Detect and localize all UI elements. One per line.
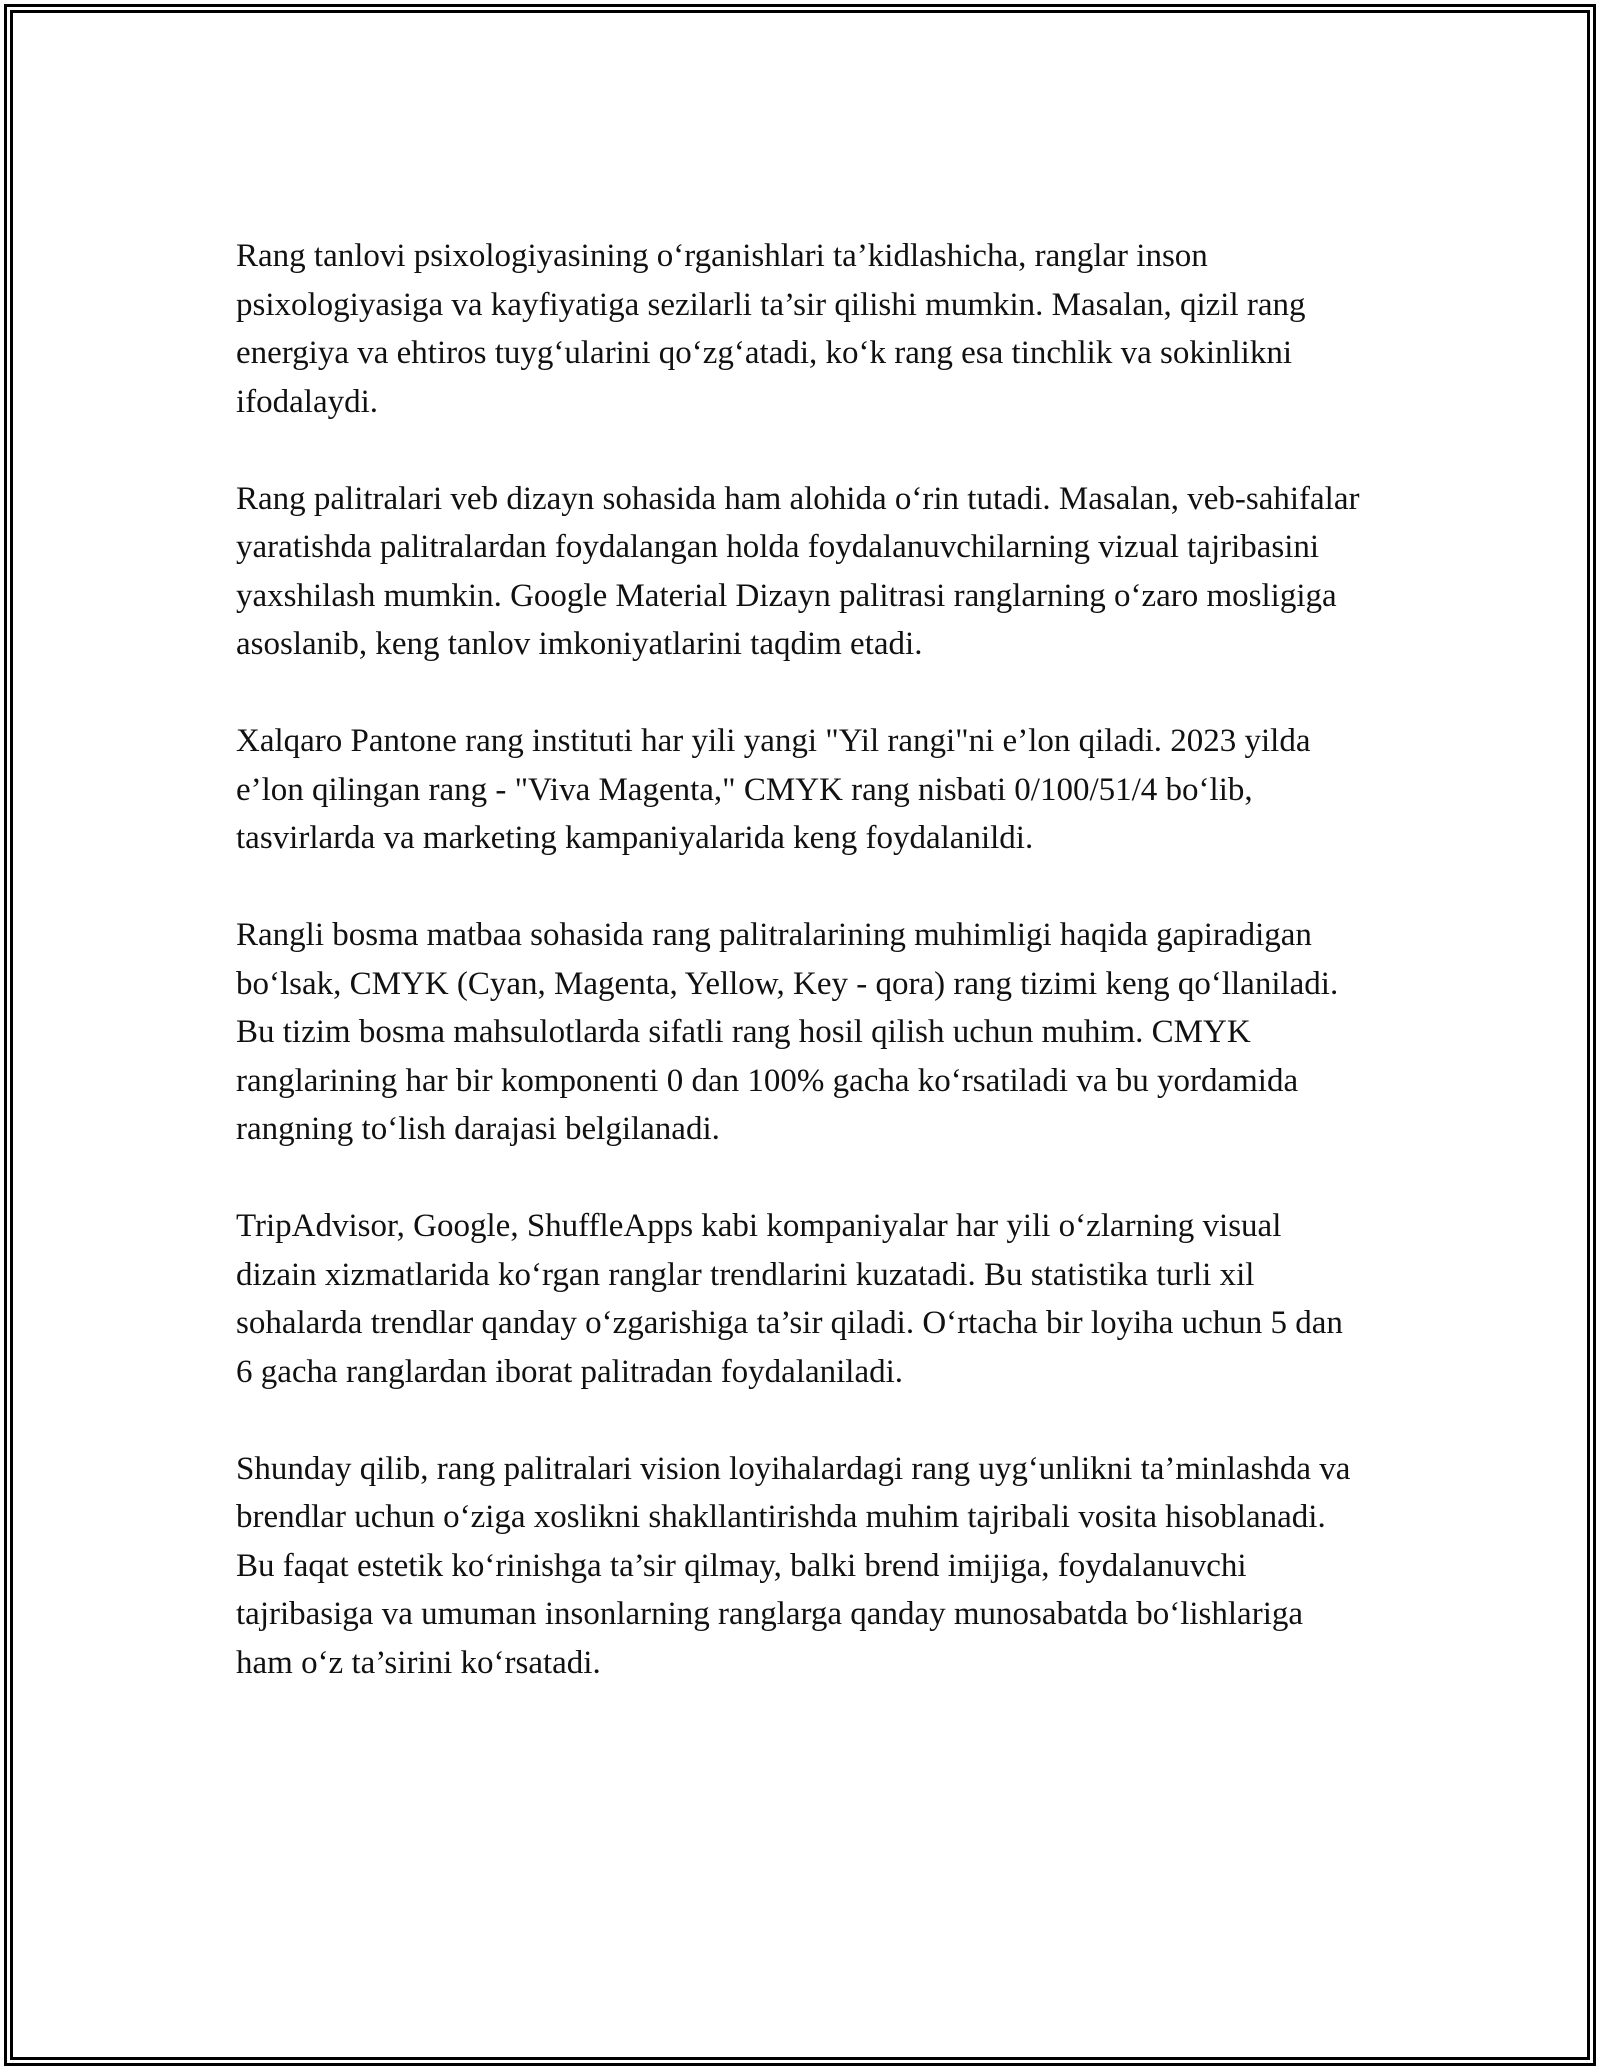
paragraph-color-trends: TripAdvisor, Google, ShuffleApps kabi kompaniyalar har yili o‘zlarning visual dizain xizmatlarida ko‘rgan ranglar trendlarini kuzatadi. Bu statistika turli xil sohalarda trendlar qanday o‘zgarishiga ta’sir qiladi. O‘rtacha bir loyiha uchun 5 dan 6 gacha ranglardan iborat palitradan foydalaniladi. bbox=[236, 1208, 1343, 1390]
paragraph-conclusion: Shunday qilib, rang palitralari vision loyihalardagi rang uyg‘unlikni ta’minlashda va brendlar uchun o‘ziga xoslikni shakllantirishda muhim tajribali vosita hisoblanadi. Bu faqat estetik ko‘rinishga ta’sir qilmay, balki brend imijiga, foydalanuvchi tajribasiga va umuman insonlarning ranglarga qanday munosabatda bo‘lishlariga ham o‘z ta’sirini ko‘rsatadi. bbox=[236, 1450, 1351, 1681]
paragraph-cmyk-printing: Rangli bosma matbaa sohasida rang palitralarining muhimligi haqida gapiradigan bo‘lsak, CMYK (Cyan, Magenta, Yellow, Key - qora) rang tizimi keng qo‘llaniladi. Bu tizim bosma mahsulotlarda sifatli rang hosil qilish uchun muhim. CMYK ranglarining har bir komponenti 0 dan 100% gacha ko‘rsatiladi va bu yordamida rangning to‘lish darajasi belgilanadi. bbox=[236, 917, 1339, 1147]
paragraph-color-psychology: Rang tanlovi psixologiyasining o‘rganishlari ta’kidlashicha, ranglar inson psixologiyasiga va kayfiyatiga sezilarli ta’sir qilishi mumkin. Masalan, qizil rang energiya va ehtiros tuyg‘ularini qo‘zg‘atadi, ko‘k rang esa tinchlik va sokinlikni ifodalaydi. bbox=[236, 238, 1306, 420]
document-body bbox=[236, 232, 1366, 1736]
paragraph-pantone: Xalqaro Pantone rang instituti har yili yangi "Yil rangi"ni e’lon qiladi. 2023 yilda e’lon qilingan rang - "Viva Magenta," CMYK rang nisbati 0/100/51/4 bo‘lib, tasvirlarda va marketing kampaniyalarida keng foydalanildi. bbox=[236, 723, 1311, 856]
paragraph-web-design: Rang palitralari veb dizayn sohasida ham alohida o‘rin tutadi. Masalan, veb-sahifalar yaratishda palitralardan foydalangan holda foydalanuvchilarning vizual tajribasini yaxshilash mumkin. Google Material Dizayn palitrasi ranglarning o‘zaro mosligiga asoslanib, keng tanlov imkoniyatlarini taqdim etadi. bbox=[236, 480, 1360, 662]
